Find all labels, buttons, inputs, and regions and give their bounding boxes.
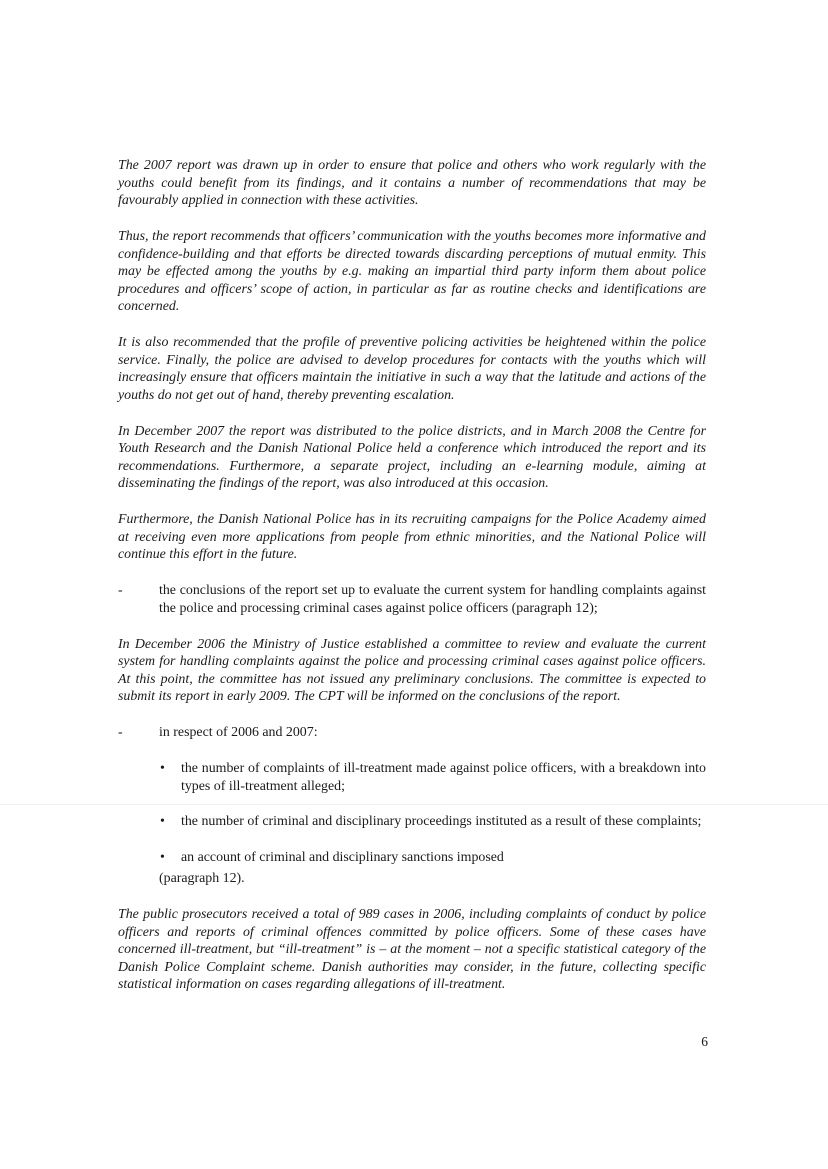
dash-item-complaints-system	[118, 582, 706, 617]
paragraph-committee: In December 2006 the Ministry of Justice established a committee to review and evaluate the current system for handling complaints against the police and processing criminal cases against police officers. At this point, the committee has not issued any preliminary conclusions. The committee is expected to submit its report in early 2009. The CPT will be informed on the conclusions of the report.	[118, 636, 706, 704]
bullet-dot: •	[160, 761, 165, 776]
bullet-dot: •	[160, 849, 165, 865]
bullet-dot: •	[160, 814, 165, 829]
bullet-item-proceedings-count	[118, 813, 706, 831]
paragraph-report-purpose: The 2007 report was drawn up in order to ensure that police and others who work regularly with the youths could benefit from its findings, and it contains a number of recommendations that may be favourably applied in connection with these activities.	[118, 158, 706, 208]
bullet-paragraph-reference: (paragraph 12).	[159, 871, 245, 886]
paragraph-public-prosecutors: The public prosecutors received a total of 989 cases in 2006, including complaints of conduct by police officers and reports of criminal offences committed by police officers. Some of these cases have concerned ill-treatment, but “ill-treatment” is – at the moment – not a specific statistical category of the Danish Police Complaint scheme. Danish authorities may consider, in the future, collecting specific statistical information on cases regarding allegations of ill-treatment.	[118, 907, 706, 992]
bullet-item-sanctions	[118, 849, 706, 867]
bullet-text: the number of complaints of ill-treatment made against police officers, with a breakdown into types of ill-treatment alleged;	[181, 761, 706, 794]
dash-item-years	[118, 724, 706, 742]
paragraph-preventive-policing: It is also recommended that the profile of preventive policing activities be heightened within the police service. Finally, the police are advised to develop procedures for contacts with the youths which will increasingly ensure that officers maintain the initiative in such a way that the latitude and actions of the youths do not get out of hand, thereby preventing escalation.	[118, 335, 706, 403]
dash-item-text: in respect of 2006 and 2007:	[159, 725, 318, 740]
bullet-text: the number of criminal and disciplinary proceedings instituted as a result of these complaints;	[181, 814, 702, 829]
paragraph-report-distribution: In December 2007 the report was distributed to the police districts, and in March 2008 the Centre for Youth Research and the Danish National Police held a conference which introduced the report and its recommendations. Furthermore, a separate project, including an e-learning module, aiming at disseminating the findings of the report, was also introduced at this occasion.	[118, 423, 706, 491]
page-number: 6	[701, 1034, 708, 1049]
bullet-item-complaints-count	[118, 760, 706, 795]
document-page	[118, 157, 706, 1012]
dash-marker: -	[118, 583, 123, 598]
dash-item-text: the conclusions of the report set up to evaluate the current system for handling complaints against the police and processing criminal cases against police officers (paragraph 12);	[159, 583, 706, 616]
bullet-text: an account of criminal and disciplinary sanctions imposed	[181, 849, 504, 865]
paragraph-communication-recommendation: Thus, the report recommends that officers’ communication with the youths becomes more informative and confidence-building and that efforts be directed towards discarding perceptions of mutual enmity. This may be effected among the youths by e.g. making an impartial third party inform them about police procedures and officers’ scope of action, in particular as far as routine checks and identifications are concerned.	[118, 229, 706, 314]
paragraph-recruiting-campaigns: Furthermore, the Danish National Police has in its recruiting campaigns for the Police Academy aimed at receiving even more applications from people from ethnic minorities, and the National Police will continue this effort in the future.	[118, 512, 706, 562]
dash-marker: -	[118, 725, 123, 740]
